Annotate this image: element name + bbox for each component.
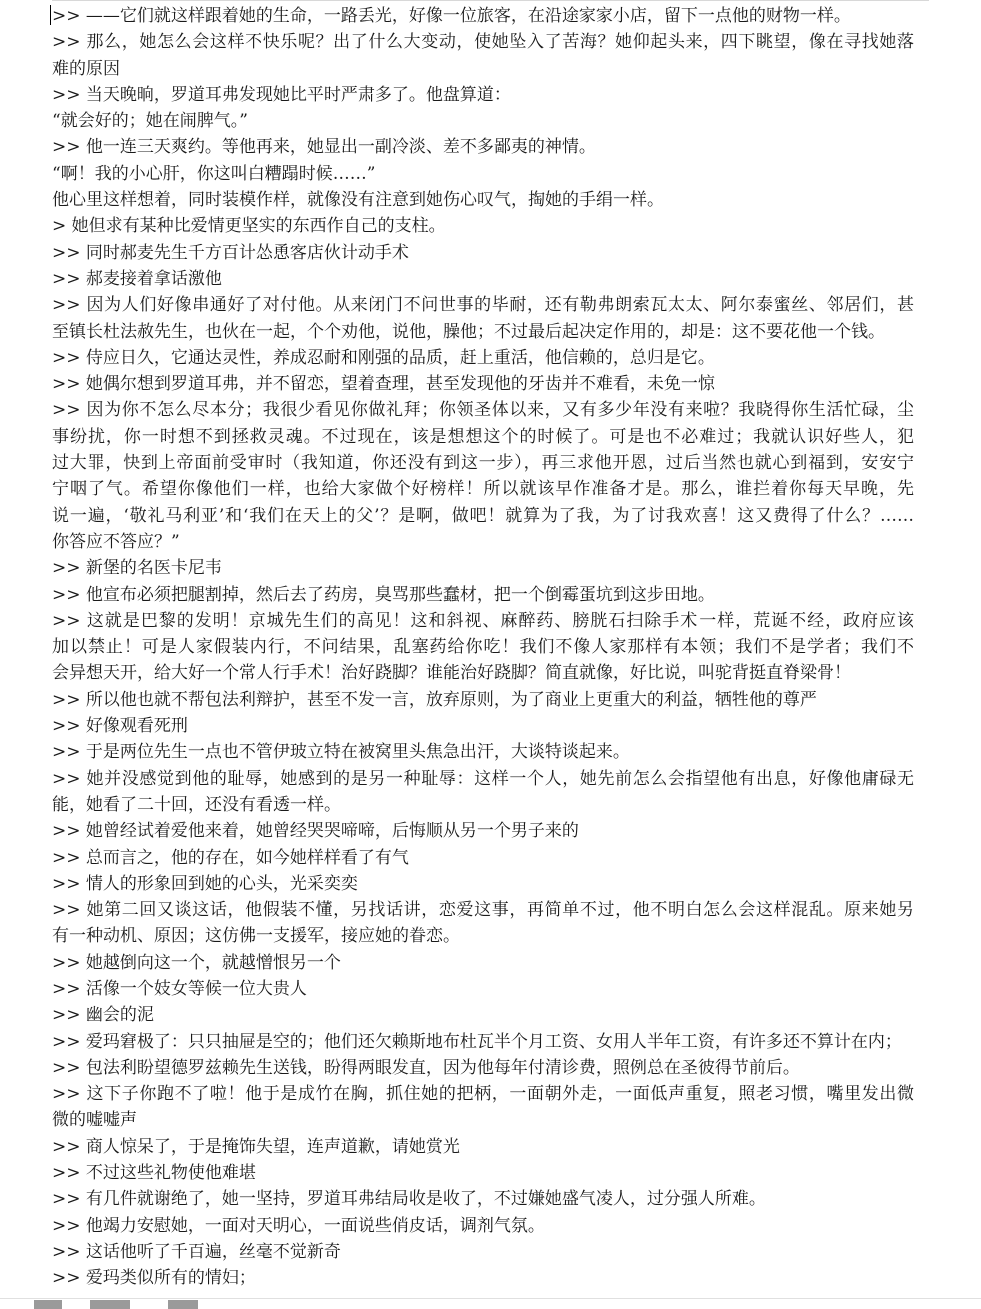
text-line: >> 活像一个妓女等候一位大贵人 [52,978,307,999]
text-line: >> 她第二回又谈这话，他假装不懂，另找话讲，恋爱这事，再简单不过，他不明白怎么会这样混乱。原来她另 [52,900,914,921]
text-line: >> 她越倒向这一个，就越憎恨另一个 [52,952,341,973]
text-line: > 她但求有某种比爱情更坚实的东西作自己的支柱。 [52,216,446,237]
text-line: “啊！我的小心肝，你这叫白糟蹋时候……” [52,163,376,184]
text-line: >> 他竭力安慰她，一面对天明心，一面说些俏皮话，调剂气氛。 [52,1215,545,1236]
text-line: >> 因为人们好像串通好了对付他。从来闭门不问世事的毕耐，还有勒弗朗索瓦太太、阿尔泰蜜丝、邻居们，甚 [52,295,914,316]
text-line: 难的原因 [52,58,120,79]
text-line: >> 同时郝麦先生千方百计怂恿客店伙计动手术 [52,242,409,263]
top-rule [52,0,929,1]
text-line: >> ——它们就这样跟着她的生命，一路丢光，好像一位旅客，在沿途家家小店，留下一点他的财物一样。 [52,6,851,26]
text-line: 至镇长杜法赦先生，也伙在一起，个个劝他，说他，臊他；不过最后起决定作用的，却是：这不要花他一个钱。 [52,321,885,342]
text-line: >> 爱玛窘极了：只只抽屉是空的；他们还欠赖斯地布杜瓦半个月工资、女用人半年工资，有许多还不算计在内； [52,1031,902,1052]
text-line: >> 他一连三天爽约。等他再来，她显出一副冷淡、差不多鄙夷的神情。 [52,137,596,158]
text-cursor [50,5,51,25]
bottom-cut-line-fragment [0,1298,981,1309]
text-line: >> 情人的形象回到她的心头，光采奕奕 [52,873,358,894]
text-line: >> 商人惊呆了，于是掩饰失望，连声道歉，请她赏光 [52,1136,460,1157]
text-line: 会异想天开，给大好一个常人行手术！治好跷脚？谁能治好跷脚？简直就像，好比说，叫驼背挺直脊梁骨！ [52,663,851,684]
text-line: 有一种动机、原因；这仿佛一支援军，接应她的眷恋。 [52,926,460,947]
text-line: >> 侍应日久，它通达灵性，养成忍耐和刚强的品质，赶上重活，他信赖的，总归是它。 [52,347,715,368]
text-line: >> 这下子你跑不了啦！他于是成竹在胸，抓住她的把柄，一面朝外走，一面低声重复，照老习惯，嘴里发出微 [52,1084,914,1105]
text-line: >> 这话他听了千百遍，丝毫不觉新奇 [52,1241,341,1262]
text-line: >> 她曾经试着爱他来着，她曾经哭哭啼啼，后悔顺从另一个男子来的 [52,821,579,842]
text-line: “就会好的；她在闹脾气。” [52,111,248,132]
document-body[interactable] [52,3,914,1292]
text-line: >> 所以他也就不帮包法利辩护，甚至不发一言，放弃原则，为了商业上更重大的利益，牺牲他的尊严 [52,689,817,710]
text-line: 他心里这样想着，同时装模作样，就像没有注意到她伤心叹气，掏她的手绢一样。 [52,190,664,211]
text-line: >> 总而言之，他的存在，如今她样样看了有气 [52,847,409,868]
text-line: >> 爱玛类似所有的情妇； [52,1268,256,1289]
text-line: 宁咽了气。希望你像他们一样，也给大家做个好榜样！所以就该早作准备才是。那么，谁拦着你每天早晚，先 [52,479,914,500]
text-line: >> 不过这些礼物使他难堪 [52,1163,256,1184]
text-line: 加以禁止！可是人家假装内行，不问结果，乱塞药给你吃！我们不像人家那样有本领；我们不是学者；我们不 [52,637,914,658]
text-line: 微的嘘嘘声 [52,1110,137,1131]
text-line: 说一遍，‘敬礼马利亚’和‘我们在天上的父’￼？是啊，做吧！就算为了我，为了讨我欢喜！这又费得了什么？…… [52,505,914,526]
text-line: >> 新堡的名医卡尼韦 [52,558,222,579]
text-line: >> 幽会的泥 [52,1005,154,1026]
text-line: >> 好像观看死刑 [52,716,188,737]
text-line: 你答应不答应？” [52,531,180,552]
text-line: >> 这就是巴黎的发明！京城先生们的高见！这和斜视、麻醉药、膀胱石扫除手术￼一样，荒诞不经，政府应该 [52,610,914,631]
text-line: >> 于是两位先生一点也不管伊玻立特在被窝里头焦急出汗，大谈特谈起来。 [52,742,630,763]
text-line: >> 郝麦接着拿话激他 [52,268,222,289]
text-line: 事纷扰，你一时想不到拯救灵魂。不过现在，该是想想这个的时候了。可是也不必难过；我就认识好些人，犯 [52,426,914,447]
text-line: >> 她偶尔想到罗道耳弗，并不留恋，望着查理，甚至发现他的牙齿并不难看，未免一惊 [52,374,715,395]
text-line: 能，她看了二十回，还没有看透一样。 [52,794,341,815]
text-line: >> 当天晚晌，罗道耳弗发现她比平时严肃多了。他盘算道： [52,84,511,105]
text-line: >> 因为你不怎么尽本分；我很少看见你做礼拜；你领圣体以来，又有多少年没有来啦？我晓得你生活忙碌，尘 [52,400,914,421]
text-line: >> 包法利盼望德罗兹赖先生送钱，盼得两眼发直，因为他每年付清诊费，照例总在圣彼得节￼前后。 [52,1057,800,1078]
text-line: 过大罪，快到上帝面前受审时（我知道，你还没有到这一步），再三求他开恩，过后当然也就心到福到，安安宁 [52,453,914,474]
text-line: >> 他宣布必须把腿割掉，然后去了药房，臭骂那些蠢材，把一个倒霉蛋坑到这步田地。 [52,584,715,605]
text-line: >> 有几件就谢绝了，她一坚持，罗道耳弗结局收是收了，不过嫌她盛气凌人，过分强人所难。 [52,1189,766,1210]
text-line: >> 她并没感觉到他的耻辱，她感到的是另一种耻辱：这样一个人，她先前怎么会指望他有出息，好像他庸碌无 [52,768,914,789]
text-line: >> 那么，她怎么会这样不快乐呢？出了什么大变动，使她坠入了苦海？她仰起头来，四下眺望，像在寻找她落 [52,32,914,53]
